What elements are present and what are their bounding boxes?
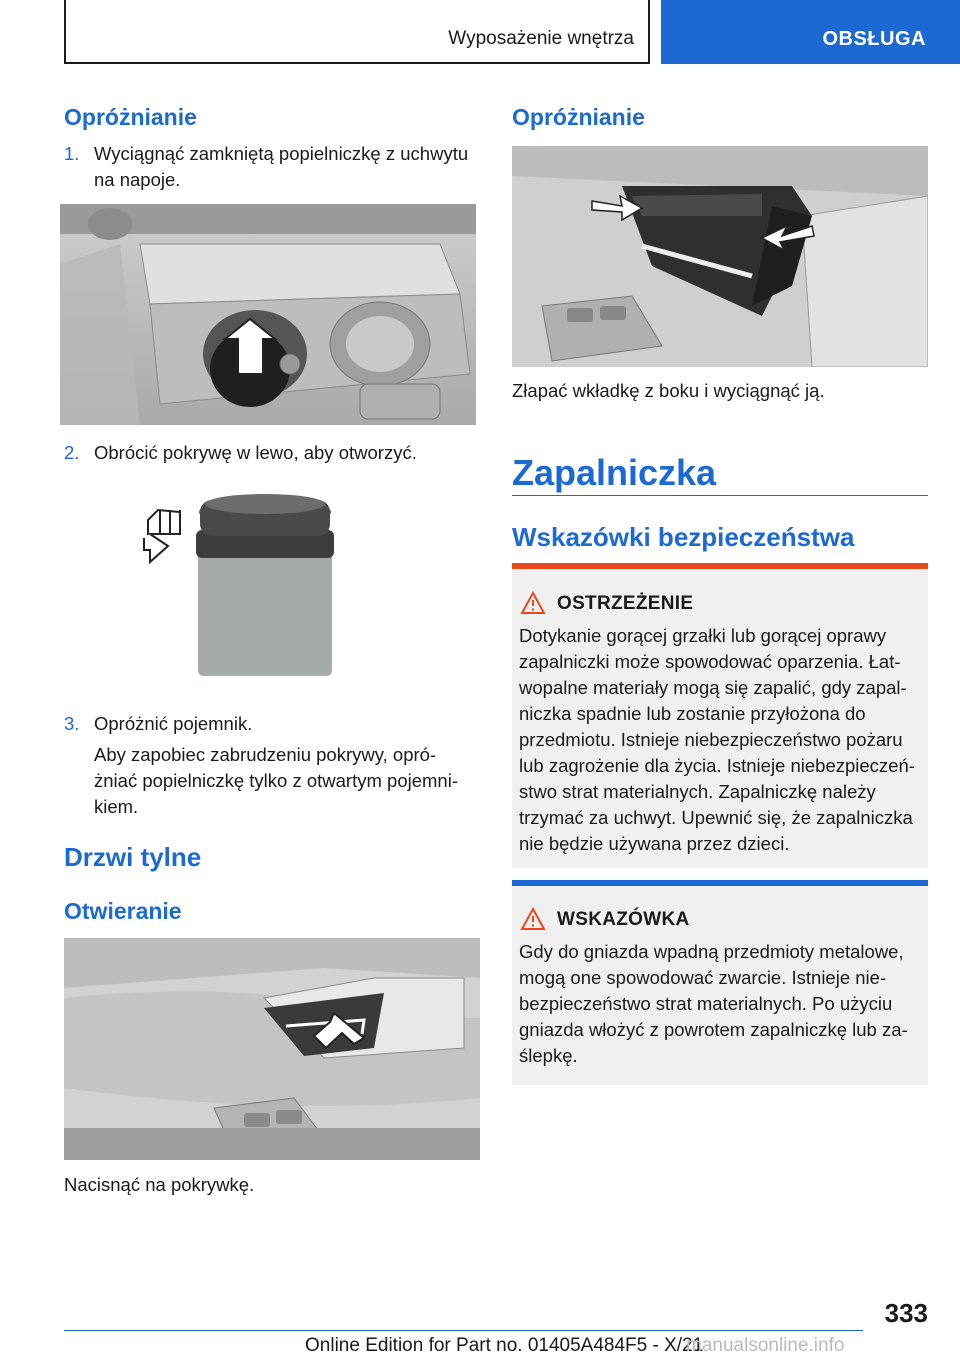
page-number: 333 <box>884 1298 928 1328</box>
header-section-title: Wyposażenie wnętrza <box>448 28 634 49</box>
step-number: 1. <box>64 143 80 164</box>
warning-line: lub zagrożenie dla życia. Istnieje niebezpieczeń‐ <box>519 755 915 776</box>
footer-watermark: manualsonline.info <box>686 1335 845 1356</box>
step-1 <box>64 141 484 193</box>
figure-ashtray-insert <box>512 146 928 367</box>
notice-title: WSKAZÓWKA <box>557 909 690 930</box>
note-line: żniać popielniczkę tylko z otwartym pojemni‐ <box>94 770 458 791</box>
left-heading-emptying: Opróżnianie <box>64 104 197 130</box>
title-rule <box>512 495 928 496</box>
footer-rule <box>64 1330 863 1331</box>
warning-line: Dotykanie gorącej grzałki lub gorącej oprawy <box>519 625 887 646</box>
step-text: Opróżnić pojemnik. <box>94 713 253 734</box>
title-lighter: Zapalniczka <box>512 452 717 493</box>
warning-line: zapalniczki może spowodować oparzenia. Łat‐ <box>519 651 901 672</box>
step-3 <box>64 711 484 737</box>
warning-body <box>519 623 924 857</box>
step-text: Obrócić pokrywę w lewo, aby otworzyć. <box>94 442 417 463</box>
step-number: 3. <box>64 713 80 734</box>
notice-triangle-icon <box>520 907 546 931</box>
warning-title: OSTRZEŻENIE <box>557 593 694 614</box>
heading-opening: Otwieranie <box>64 898 182 924</box>
warning-line: nie będzie używana przez dzieci. <box>519 833 790 854</box>
notice-line: bezpieczeństwo strat materialnych. Po użyciu <box>519 993 893 1014</box>
note-line: Aby zapobiec zabrudzeniu pokrywy, opró‐ <box>94 744 437 765</box>
right-heading-emptying: Opróżnianie <box>512 104 645 130</box>
warning-line: niczka spadnie lub zostanie przyłożona do <box>519 703 866 724</box>
warning-line: stwo strat materialnych. Zapalniczkę należy <box>519 781 876 802</box>
step-text-line: Wyciągnąć zamkniętą popielniczkę z uchwytu <box>94 143 469 164</box>
caption-door: Nacisnąć na pokrywkę. <box>64 1174 255 1195</box>
figure-ashtray-cup <box>140 490 340 680</box>
warning-bar <box>512 563 928 569</box>
step-text-line: na napoje. <box>94 169 181 190</box>
header-section-box <box>64 0 650 64</box>
notice-line: gniazda włożyć z powrotem zapalniczkę lub za‐ <box>519 1019 908 1040</box>
header-tab-label: OBSŁUGA <box>822 28 926 50</box>
warning-box <box>512 563 928 868</box>
notice-body <box>519 939 924 1069</box>
heading-rear-doors: Drzwi tylne <box>64 842 202 872</box>
note-line: kiem. <box>94 796 139 817</box>
notice-line: mogą one spowodować zwarcie. Istnieje nie‐ <box>519 967 887 988</box>
step-3-note <box>94 742 494 820</box>
notice-line: Gdy do gniazda wpadną przedmioty metalowe, <box>519 941 904 962</box>
figure-console-ashtray <box>60 204 476 425</box>
warning-line: wopalne materiały mogą się zapalić, gdy zapal‐ <box>519 677 907 698</box>
warning-line: przedmiotu. Istnieje niebezpieczeństwo pożaru <box>519 729 903 750</box>
step-2 <box>64 440 484 466</box>
notice-line: ślepkę. <box>519 1045 578 1066</box>
footer-edition: Online Edition for Part no. 01405A484F5 - X/21 <box>305 1335 704 1356</box>
warning-triangle-icon <box>520 591 546 615</box>
step-number: 2. <box>64 442 80 463</box>
step-text <box>94 141 468 193</box>
figure-door-ashtray <box>64 938 480 1160</box>
caption-insert: Złapać wkładkę z boku i wyciągnąć ją. <box>512 380 825 401</box>
notice-bar <box>512 880 928 886</box>
subtitle-safety: Wskazówki bezpieczeństwa <box>512 522 855 552</box>
warning-line: trzymać za uchwyt. Upewnić się, że zapalniczka <box>519 807 913 828</box>
notice-box <box>512 880 928 1085</box>
header-tab[interactable] <box>661 0 960 64</box>
